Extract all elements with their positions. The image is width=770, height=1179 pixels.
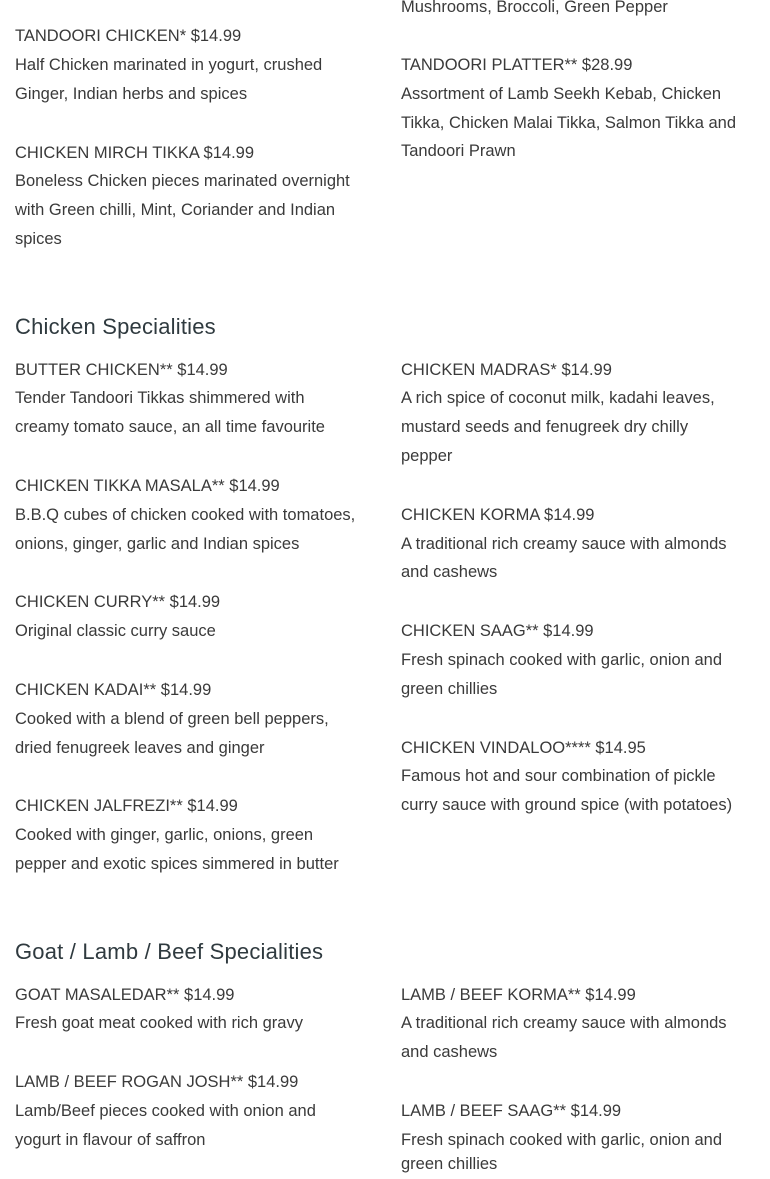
menu-item-description: Tikka, Chicken Malai Tikka, Salmon Tikka and <box>401 114 737 132</box>
menu-item-title: CHICKEN TIKKA MASALA** $14.99 <box>15 477 280 495</box>
menu-item-description: A traditional rich creamy sauce with almonds <box>401 1014 727 1032</box>
menu-item-description: Tender Tandoori Tikkas shimmered with <box>15 389 305 407</box>
menu-item-description: yogurt in flavour of saffron <box>15 1131 206 1149</box>
menu-item-title: CHICKEN MADRAS* $14.99 <box>401 361 612 379</box>
menu-item-description: Cooked with ginger, garlic, onions, green <box>15 826 314 844</box>
section-heading-goat-lamb-beef: Goat / Lamb / Beef Specialities <box>15 939 324 964</box>
menu-item-description: A traditional rich creamy sauce with almonds <box>401 535 727 553</box>
menu-item-description: onions, ginger, garlic and Indian spices <box>15 535 300 553</box>
menu-item-title: BUTTER CHICKEN** $14.99 <box>15 361 228 379</box>
menu-item-title: LAMB / BEEF ROGAN JOSH** $14.99 <box>15 1073 299 1091</box>
menu-item-title: CHICKEN KADAI** $14.99 <box>15 681 212 699</box>
menu-item-description: and cashews <box>401 1043 498 1061</box>
menu-item-description: dried fenugreek leaves and ginger <box>15 739 265 757</box>
menu-item-description: Fresh goat meat cooked with rich gravy <box>15 1014 303 1032</box>
menu-item-description: Fresh spinach cooked with garlic, onion and <box>401 651 723 669</box>
menu-item-title: CHICKEN MIRCH TIKKA $14.99 <box>15 144 255 162</box>
menu-item-title: CHICKEN CURRY** $14.99 <box>15 593 221 611</box>
menu-item-description: creamy tomato sauce, an all time favourite <box>15 418 325 436</box>
menu-item-description: A rich spice of coconut milk, kadahi leaves, <box>401 389 715 407</box>
menu-item-description: B.B.Q cubes of chicken cooked with tomatoes, <box>15 506 356 524</box>
menu-item-title: CHICKEN JALFREZI** $14.99 <box>15 797 238 815</box>
menu-item-title: TANDOORI CHICKEN* $14.99 <box>15 27 242 45</box>
menu-item-description: Fresh spinach cooked with garlic, onion and <box>401 1131 723 1149</box>
menu-item-description: Assortment of Lamb Seekh Kebab, Chicken <box>401 85 722 103</box>
menu-item-description: Boneless Chicken pieces marinated overnight <box>15 172 350 190</box>
menu-item-description: Half Chicken marinated in yogurt, crushed <box>15 56 323 74</box>
menu-item-description: green chillies <box>401 1155 498 1173</box>
menu-item-title: CHICKEN KORMA $14.99 <box>401 506 595 524</box>
menu-item-description: with Green chilli, Mint, Coriander and Indian <box>15 201 336 219</box>
menu-item-description: Tandoori Prawn <box>401 142 516 160</box>
menu-item-description: spices <box>15 230 62 248</box>
menu-item-description: pepper <box>401 447 453 465</box>
menu-item-description: pepper and exotic spices simmered in butter <box>15 855 339 873</box>
menu-item-description: Cooked with a blend of green bell peppers, <box>15 710 329 728</box>
menu-item-title: LAMB / BEEF KORMA** $14.99 <box>401 986 636 1004</box>
menu-item-title: LAMB / BEEF SAAG** $14.99 <box>401 1102 622 1120</box>
menu-item-description: and cashews <box>401 563 498 581</box>
menu-item-description: green chillies <box>401 680 498 698</box>
menu-item-title: CHICKEN VINDALOO**** $14.95 <box>401 739 646 757</box>
menu-item-title: TANDOORI PLATTER** $28.99 <box>401 56 633 74</box>
menu-item-description: mustard seeds and fenugreek dry chilly <box>401 418 689 436</box>
carry-over-description: Mushrooms, Broccoli, Green Pepper <box>401 0 668 16</box>
menu-item-description: Original classic curry sauce <box>15 622 216 640</box>
menu-item-description: Ginger, Indian herbs and spices <box>15 85 248 103</box>
menu-item-description: curry sauce with ground spice (with potatoes) <box>401 796 733 814</box>
menu-item-title: CHICKEN SAAG** $14.99 <box>401 622 594 640</box>
section-heading-chicken: Chicken Specialities <box>15 314 216 339</box>
menu-item-description: Famous hot and sour combination of pickle <box>401 767 716 785</box>
menu-item-description: Lamb/Beef pieces cooked with onion and <box>15 1102 316 1120</box>
menu-item-title: GOAT MASALEDAR** $14.99 <box>15 986 235 1004</box>
